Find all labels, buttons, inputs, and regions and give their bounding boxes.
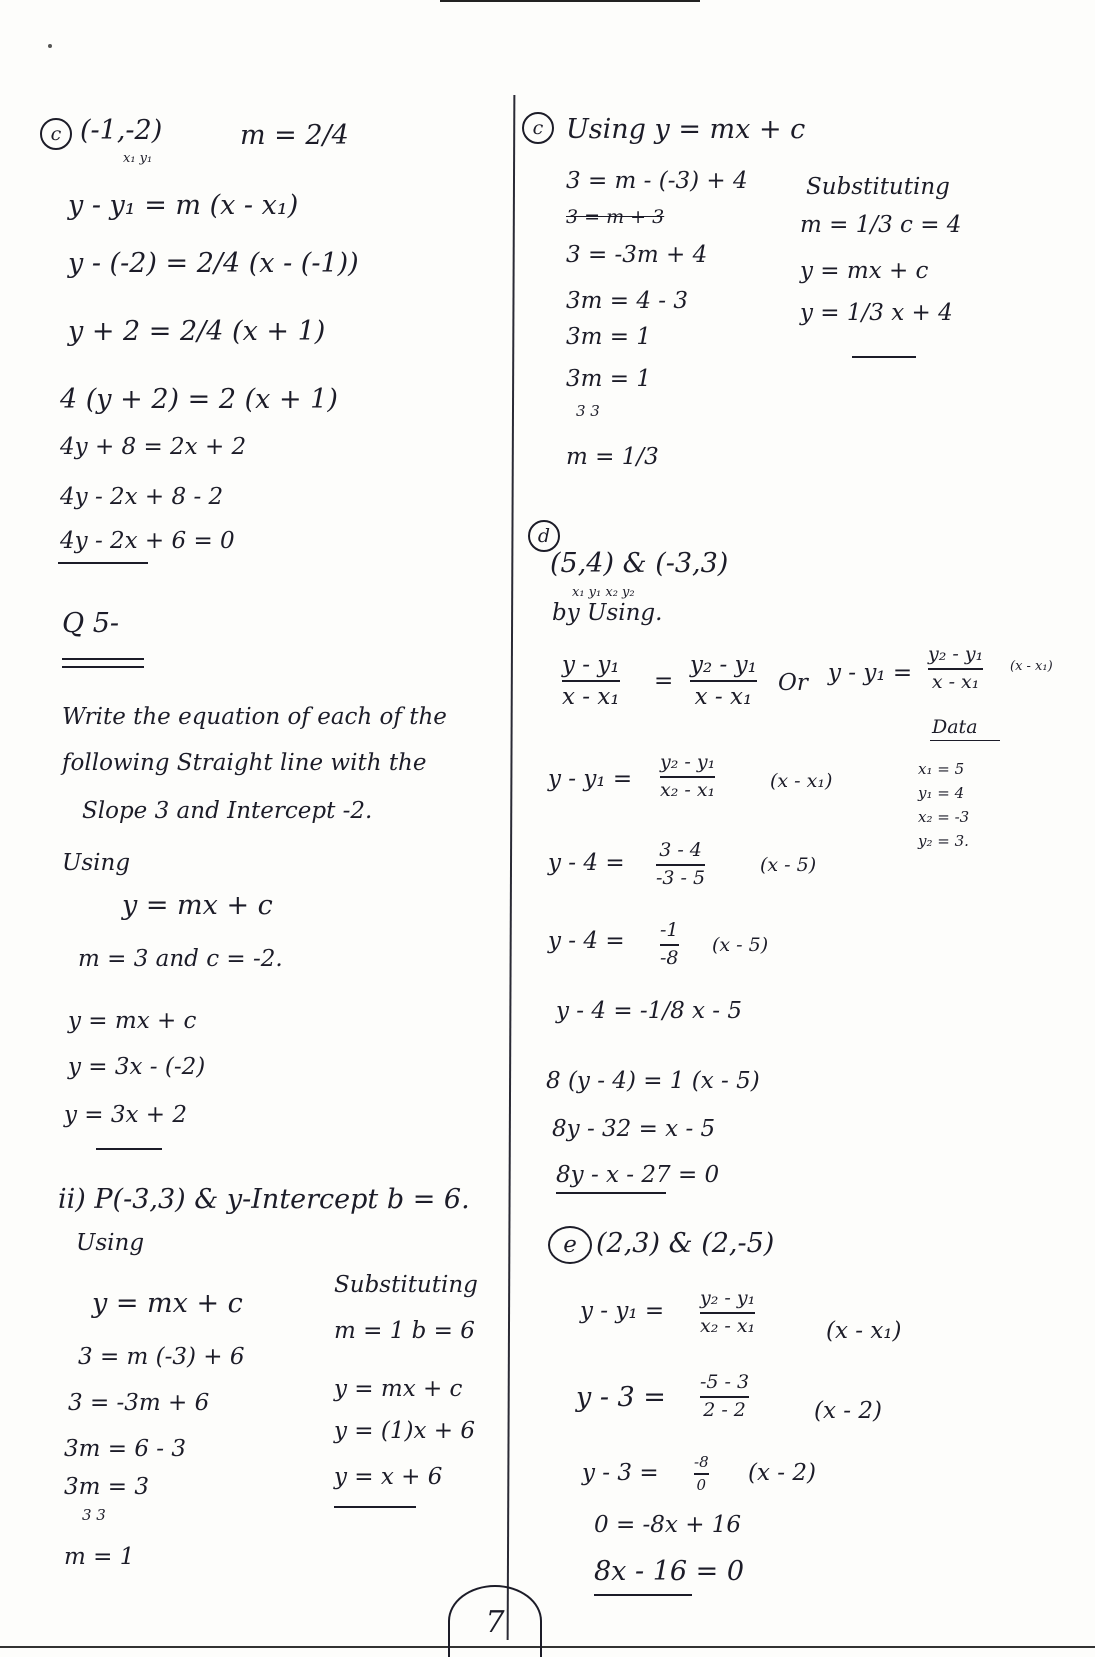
part-d-eq2-left: y - 4 =: [548, 850, 625, 876]
part-e-eq3-tail: (x - 2): [748, 1460, 816, 1486]
part-c-line-4: 4 (y + 2) = 2 (x + 1): [60, 384, 338, 415]
right-c-step-8: m = 1/3: [566, 444, 659, 470]
part-c-answer-underline: [58, 562, 148, 564]
speck: [48, 44, 52, 48]
part-d-fraction-2: y₂ - y₁ x - x₁: [690, 652, 757, 711]
part-ii-sub-3: y = (1)x + 6: [334, 1418, 475, 1444]
part-d-eq4: y - 4 = -1/8 x - 5: [556, 998, 743, 1024]
part-d-fraction-1: y - y₁ x - x₁: [562, 652, 620, 711]
part-e-eq1-tail: (x - x₁): [826, 1318, 902, 1344]
part-c-line-1: y - y₁ = m (x - x₁): [68, 190, 299, 221]
part-d-data-4: y₂ = 3.: [918, 832, 969, 850]
part-ii-using: Using: [76, 1230, 145, 1256]
part-e-eq4: 0 = -8x + 16: [594, 1512, 742, 1538]
part-c-line-5: 4y + 8 = 2x + 2: [60, 434, 247, 460]
part-e-eq3-fraction: -8 0: [694, 1453, 709, 1495]
part-d-data-3: x₂ = -3: [918, 808, 970, 826]
part-ii-sub-2: y = mx + c: [334, 1376, 463, 1402]
part-d-label: d: [528, 520, 560, 552]
part-ii-step-1: 3 = m (-3) + 6: [78, 1344, 245, 1370]
part-e-eq1-fraction: y₂ - y₁ x₂ - x₁: [700, 1287, 756, 1337]
q5-using: Using: [62, 850, 131, 876]
part-ii-answer-underline: [334, 1506, 416, 1508]
part-c-line-3: y + 2 = 2/4 (x + 1): [68, 316, 326, 347]
q5-eq-2: y = 3x - (-2): [68, 1054, 206, 1080]
right-c-step-3: 3 = -3m + 4: [566, 242, 708, 268]
part-d-eq3-fraction: -1 -8: [660, 919, 679, 969]
page-number: 7: [448, 1585, 542, 1657]
part-d-using: by Using.: [552, 600, 663, 626]
part-d-eq6: 8y - 32 = x - 5: [552, 1116, 716, 1142]
part-d-eq1-left: y - y₁ =: [548, 766, 633, 792]
part-d-or: Or: [778, 670, 808, 696]
right-c-answer-underline: [852, 356, 916, 358]
part-d-data-underline: [930, 740, 1000, 741]
part-ii-sub-4: y = x + 6: [334, 1464, 443, 1490]
right-part-c-label: c: [522, 112, 554, 144]
part-e-answer-underline: [594, 1594, 692, 1596]
part-c-line-7: 4y - 2x + 6 = 0: [60, 528, 235, 554]
part-d-alt-fraction: y₂ - y₁ x - x₁: [928, 643, 984, 693]
part-d-eq7: 8y - x - 27 = 0: [556, 1162, 720, 1188]
part-d-eq2-tail: (x - 5): [760, 854, 817, 876]
right-c-step-6: 3m = 1: [566, 366, 651, 392]
part-d-alt-tail: (x - x₁): [1010, 659, 1053, 674]
q5-answer-underline: [96, 1148, 162, 1150]
top-edge-line: [440, 0, 700, 2]
part-c-label: c: [40, 118, 72, 150]
part-c-line-6: 4y - 2x + 8 - 2: [60, 484, 224, 510]
part-d-answer-underline: [556, 1192, 666, 1194]
right-c-sub-1: m = 1/3 c = 4: [800, 212, 962, 238]
part-e-eq2-fraction: -5 - 3 2 - 2: [700, 1371, 750, 1421]
q5-prompt-2: following Straight line with the: [62, 750, 427, 776]
column-divider: [507, 95, 516, 1640]
part-c-point: (-1,-2): [80, 115, 163, 146]
part-d-points: (5,4) & (-3,3): [550, 548, 729, 579]
bottom-edge-line: [0, 1646, 1095, 1648]
part-d-alt-left: y - y₁ =: [828, 660, 913, 686]
part-d-data-title: Data: [932, 716, 978, 738]
part-ii-step-2: 3 = -3m + 6: [68, 1390, 210, 1416]
part-c-slope: m = 2/4: [240, 120, 349, 151]
part-ii-label: ii) P(-3,3) & y-Intercept b = 6.: [58, 1184, 470, 1215]
part-e-eq1-left: y - y₁ =: [580, 1298, 665, 1324]
q5-prompt-1: Write the equation of each of the: [62, 704, 447, 730]
right-c-step-7: 3 3: [576, 402, 600, 420]
part-e-label: e: [548, 1226, 592, 1264]
part-e-eq5: 8x - 16 = 0: [594, 1556, 745, 1587]
part-ii-sub-title: Substituting: [334, 1272, 478, 1298]
part-d-data-2: y₁ = 4: [918, 784, 965, 802]
right-c-sub-2: y = mx + c: [800, 258, 929, 284]
part-d-eq1-fraction: y₂ - y₁ x₂ - x₁: [660, 751, 716, 801]
part-e-eq2-left: y - 3 =: [576, 1382, 666, 1413]
part-d-eq5: 8 (y - 4) = 1 (x - 5): [546, 1068, 760, 1094]
q5-eq-1: y = mx + c: [68, 1008, 197, 1034]
right-c-sub-title: Substituting: [806, 174, 950, 200]
q5-underline-2: [62, 666, 144, 668]
q5-heading: Q 5-: [62, 608, 120, 639]
part-c-line-2: y - (-2) = 2/4 (x - (-1)): [68, 248, 359, 279]
q5-prompt-3: Slope 3 and Intercept -2.: [82, 798, 373, 824]
part-d-data-1: x₁ = 5: [918, 760, 965, 778]
right-c-step-1: 3 = m - (-3) + 4: [566, 168, 748, 194]
part-c-point-sub: x₁ y₁: [123, 151, 153, 166]
part-ii-step-4: 3m = 3: [64, 1474, 149, 1500]
part-d-eq3-tail: (x - 5): [712, 934, 769, 956]
right-part-c-title: Using y = mx + c: [566, 114, 806, 145]
part-d-eq1-tail: (x - x₁): [770, 770, 833, 792]
part-e-points: (2,3) & (2,-5): [596, 1228, 775, 1259]
right-c-step-2: 3 = m + 3: [566, 206, 665, 228]
part-e-eq2-tail: (x - 2): [814, 1398, 882, 1424]
part-ii-step-6: m = 1: [64, 1544, 135, 1570]
q5-values: m = 3 and c = -2.: [78, 946, 283, 972]
part-ii-step-5: 3 3: [82, 1506, 106, 1524]
part-ii-sub-1: m = 1 b = 6: [334, 1318, 475, 1344]
right-c-step-5: 3m = 1: [566, 324, 651, 350]
q5-formula: y = mx + c: [122, 890, 273, 921]
part-d-eq3-left: y - 4 =: [548, 928, 625, 954]
part-d-points-sub: x₁ y₁ x₂ y₂: [572, 585, 635, 600]
part-e-eq3-left: y - 3 =: [582, 1460, 659, 1486]
part-d-equals: =: [654, 668, 674, 694]
q5-eq-3: y = 3x + 2: [64, 1102, 188, 1128]
right-c-step-4: 3m = 4 - 3: [566, 288, 688, 314]
part-ii-step-3: 3m = 6 - 3: [64, 1436, 186, 1462]
q5-underline-1: [62, 658, 144, 660]
part-d-eq2-fraction: 3 - 4 -3 - 5: [656, 839, 706, 889]
right-c-sub-3: y = 1/3 x + 4: [800, 300, 953, 326]
part-ii-formula: y = mx + c: [92, 1288, 243, 1319]
